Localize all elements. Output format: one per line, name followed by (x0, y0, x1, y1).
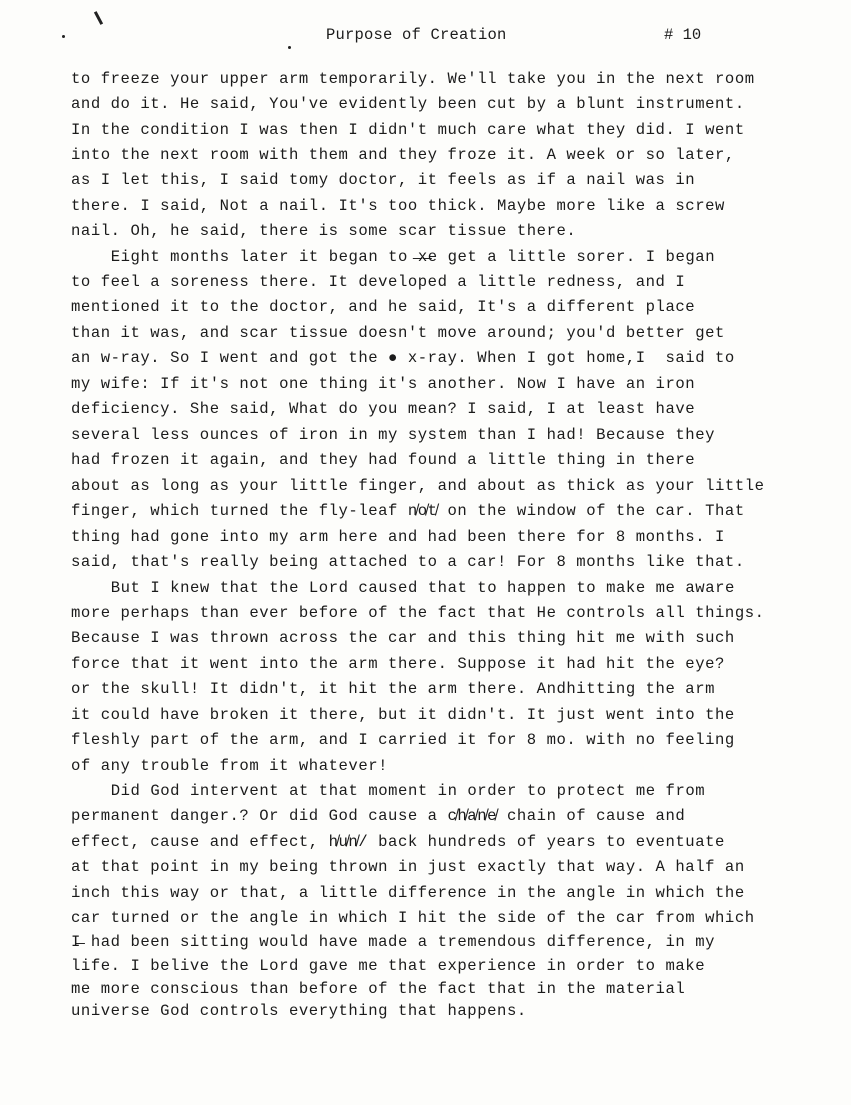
text-line: it could have broken it there, but it didn't. It just went into the (71, 706, 735, 724)
text-line: car turned or the angle in which I hit the side of the car from which (71, 909, 755, 927)
text-line: into the next room with them and they froze it. A week or so later, (71, 146, 735, 164)
text-line: more perhaps than ever before of the fact that He controls all things. (71, 604, 765, 622)
text-line: or the skull! It didn't, it hit the arm there. Andhitting the arm (71, 680, 716, 698)
text-line: deficiency. She said, What do you mean? I said, I at least have (71, 400, 696, 418)
page-header (0, 26, 851, 48)
page-title: Purpose of Creation (326, 26, 507, 44)
text-line: as I let this, I said tomy doctor, it feels as if a nail was in (71, 171, 696, 189)
page-number: # 10 (664, 26, 702, 44)
text-line: and do it. He said, You've evidently been cut by a blunt instrument. (71, 95, 745, 113)
text-line: universe God controls everything that happens. (71, 1002, 527, 1020)
text-line: to feel a soreness there. It developed a little redness, and I (71, 273, 686, 291)
text-line: said, that's really being attached to a car! For 8 months like that. (71, 553, 745, 571)
text-line: Because I was thrown across the car and this thing hit me with such (71, 629, 735, 647)
text-line: Did God intervent at that moment in order to protect me from (81, 782, 706, 800)
text-line: inch this way or that, a little difference in the angle in which the (71, 884, 745, 902)
text-line: me more conscious than before of the fact that in the material (71, 980, 686, 998)
text-line: fleshly part of the arm, and I carried it for 8 mo. with no feeling (71, 731, 735, 749)
stray-pen-mark (94, 11, 103, 25)
text-line: force that it went into the arm there. Suppose it had hit the eye? (71, 655, 725, 673)
text-line: life. I belive the Lord gave me that experience in order to make (71, 957, 706, 975)
text-line: nail. Oh, he said, there is some scar tissue there. (71, 222, 577, 240)
text-line: But I knew that the Lord caused that to happen to make me aware (81, 579, 735, 597)
text-line: effect, cause and effect, h̸u̸n̸/ back hundreds of years to eventuate (71, 833, 725, 851)
text-line: Eight months later it began to ̶x̶e get a little sorer. I began (81, 248, 716, 266)
text-line: I̶ had been sitting would have made a tremendous difference, in my (71, 933, 716, 951)
text-line: of any trouble from it whatever! (71, 757, 389, 775)
text-line: than it was, and scar tissue doesn't move around; you'd better get (71, 324, 725, 342)
text-line: to freeze your upper arm temporarily. We'll take you in the next room (71, 70, 755, 88)
text-line: permanent danger.? Or did God cause a c̸h̸a̸n̸e̸ chain of cause and (71, 807, 686, 825)
text-line: an w-ray. So I went and got the ● x-ray. When I got home,I said to (71, 349, 735, 367)
text-line: In the condition I was then I didn't much care what they did. I went (71, 121, 745, 139)
text-line: at that point in my being thrown in just exactly that way. A half an (71, 858, 745, 876)
text-line: mentioned it to the doctor, and he said, It's a different place (71, 298, 696, 316)
text-line: about as long as your little finger, and about as thick as your little (71, 477, 765, 495)
text-line: my wife: If it's not one thing it's another. Now I have an iron (71, 375, 696, 393)
text-line: had frozen it again, and they had found a little thing in there (71, 451, 696, 469)
text-line: there. I said, Not a nail. It's too thick. Maybe more like a screw (71, 197, 725, 215)
text-line: several less ounces of iron in my system than I had! Because they (71, 426, 716, 444)
text-line: finger, which turned the fly-leaf n̸o̸t̸ on the window of the car. That (71, 502, 745, 520)
text-line: thing had gone into my arm here and had been there for 8 months. I (71, 528, 725, 546)
